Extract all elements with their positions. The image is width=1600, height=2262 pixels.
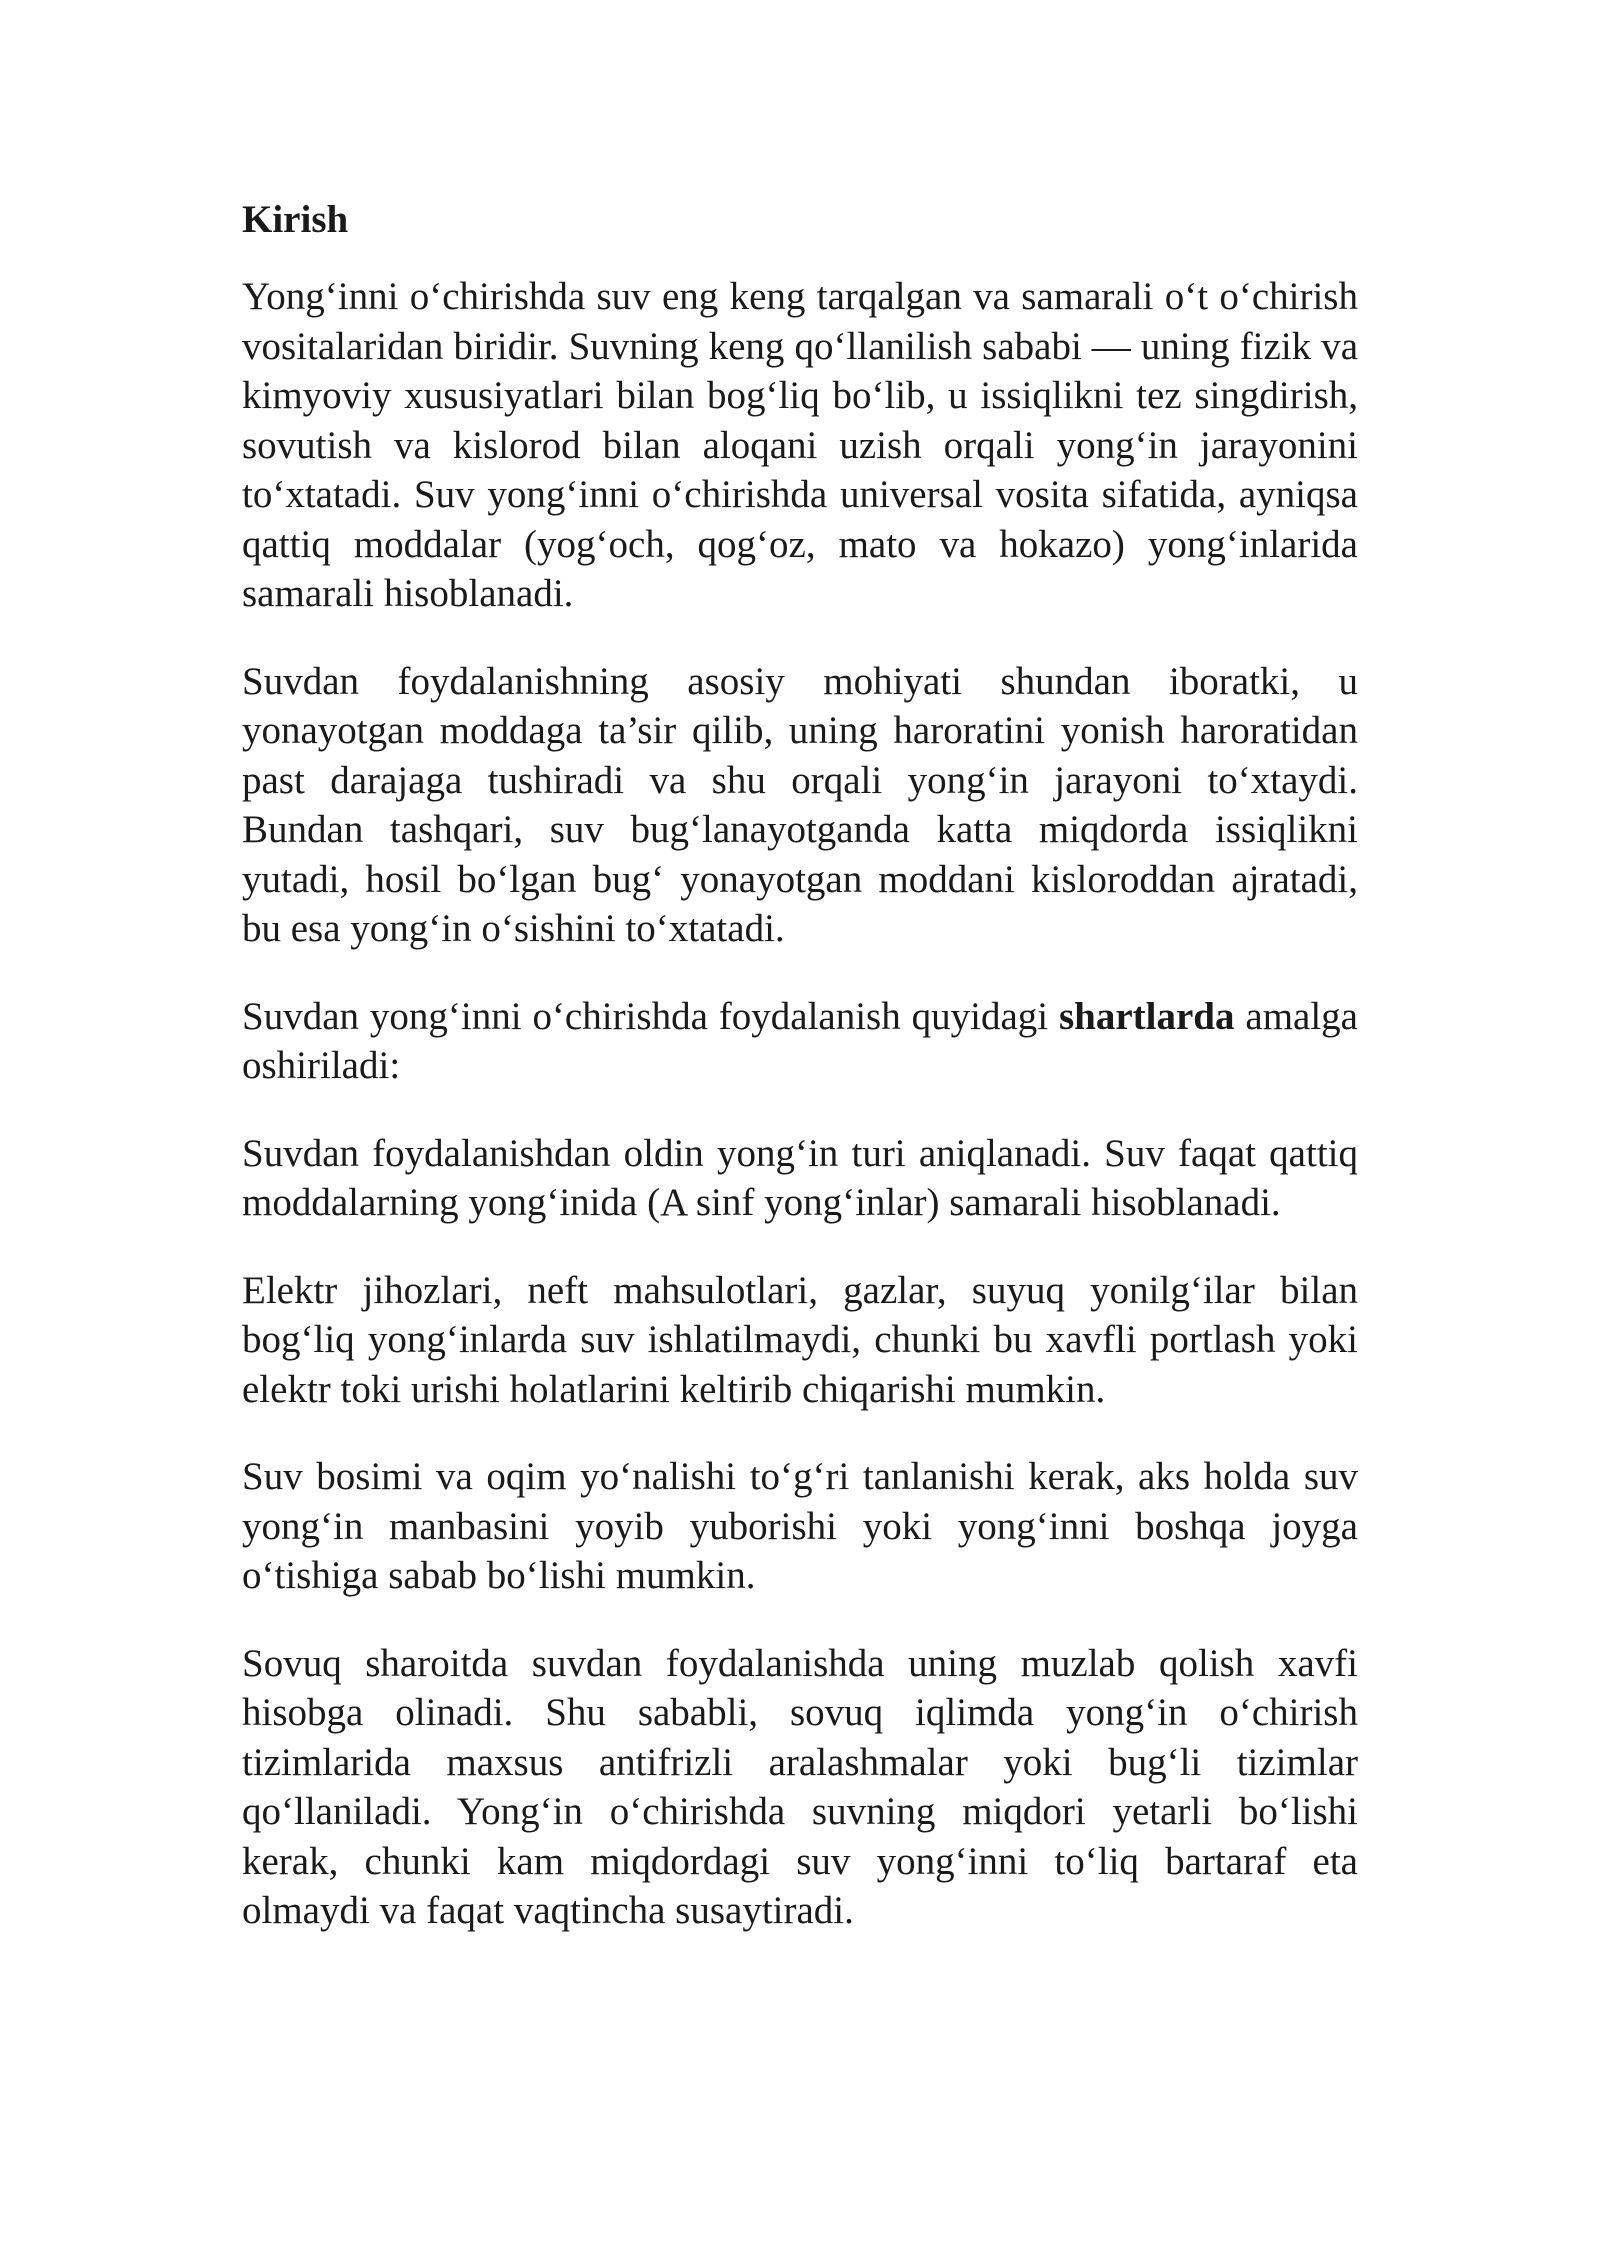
paragraph-7: Sovuq sharoitda suvdan foydalanishda uning muzlab qolish xavfi hisobga olinadi. Shu sababli, sovuq iqlimda yong‘in o‘chirish tizimlarida maxsus antifrizli aralashmalar yoki bug‘li tizimlar qo‘llaniladi. Yong‘in o‘chirishda suvning miqdori yetarli bo‘lishi kerak, chunki kam miqdordagi suv yong‘inni to‘liq bartaraf eta olmaydi va faqat vaqtincha susaytiradi.: [242, 1641, 1358, 1932]
document-heading: Kirish: [242, 198, 349, 241]
paragraph-3-text-start: Suvdan yong‘inni o‘chirishda foydalanish quyidagi: [242, 994, 1059, 1038]
paragraph-4: Suvdan foydalanishdan oldin yong‘in turi aniqlanadi. Suv faqat qattiq moddalarning yong‘inida (A sinf yong‘inlar) samarali hisoblanadi.: [242, 1131, 1358, 1224]
paragraph-1: Yong‘inni o‘chirishda suv eng keng tarqalgan va samarali o‘t o‘chirish vositalaridan biridir. Suvning keng qo‘llanilish sababi — uning fizik va kimyoviy xususiyatlari bilan bog‘liq bo‘lib, u issiqlikni tez singdirish, sovutish va kislorod bilan aloqani uzish orqali yong‘in jarayonini to‘xtatadi. Suv yong‘inni o‘chirishda universal vosita sifatida, ayniqsa qattiq moddalar (yog‘och, qog‘oz, mato va hokazo) yong‘inlarida samarali hisoblanadi.: [242, 275, 1358, 615]
paragraph-6: Suv bosimi va oqim yo‘nalishi to‘g‘ri tanlanishi kerak, aks holda suv yong‘in manbasini yoyib yuborishi yoki yong‘inni boshqa joyga o‘tishiga sabab bo‘lishi mumkin.: [242, 1455, 1358, 1597]
paragraph-5: Elektr jihozlari, neft mahsulotlari, gazlar, suyuq yonilg‘ilar bilan bog‘liq yong‘inlarda suv ishlatilmaydi, chunki bu xavfli portlash yoki elektr toki urishi holatlarini keltirib chiqarishi mumkin.: [242, 1268, 1358, 1411]
document-page: [242, 190, 1358, 1974]
paragraph-3-text-end: amalga oshiriladi:: [242, 994, 1358, 1087]
paragraph-3-bold-term: shartlarda: [1059, 994, 1235, 1038]
paragraph-3: [242, 992, 1358, 1091]
paragraph-2: Suvdan foydalanishning asosiy mohiyati shundan iboratki, u yonayotgan moddaga ta’sir qilib, uning haroratini yonish haroratidan past darajaga tushiradi va shu orqali yong‘in jarayoni to‘xtaydi. Bundan tashqari, suv bug‘lanayotganda katta miqdorda issiqlikni yutadi, hosil bo‘lgan bug‘ yonayotgan moddani kisloroddan ajratadi, bu esa yong‘in o‘sishini to‘xtatadi.: [242, 659, 1358, 950]
